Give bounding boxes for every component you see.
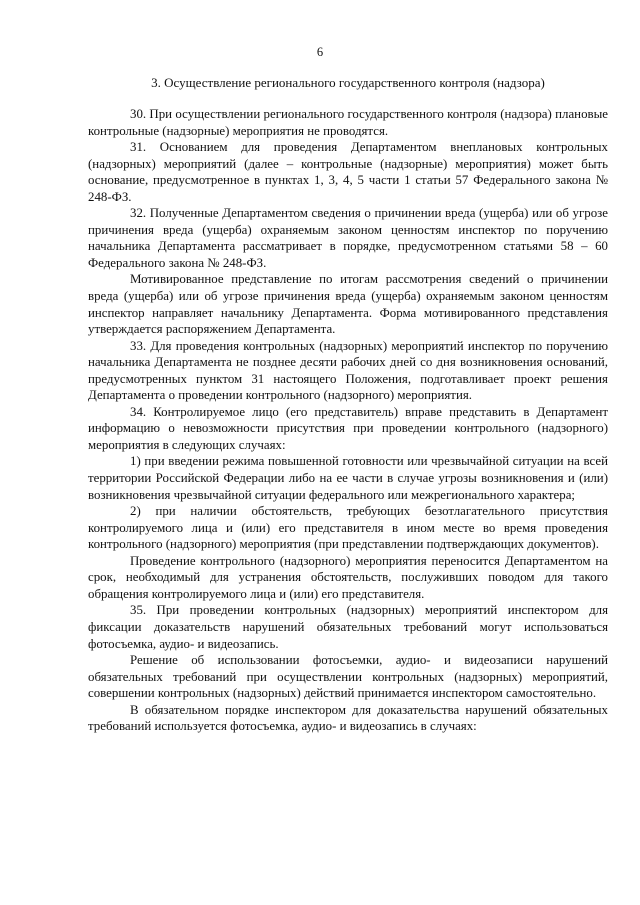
paragraph-postponement: Проведение контрольного (надзорного) мероприятия переносится Департаментом на срок, необходимый для устранения обстоятельств, послуживших поводом для такого обращения контролируемого лица и (или) его представителя. <box>88 553 608 601</box>
paragraph-35: 35. При проведении контрольных (надзорных) мероприятий инспектором для фиксации доказательств нарушений обязательных требований могут использоваться фотосъемка, аудио- и видеозапись. <box>88 603 608 651</box>
paragraph-34-item-1: 1) при введении режима повышенной готовности или чрезвычайной ситуации на всей территории Российской Федерации либо на ее части в случае угрозы возникновения и (или) возникновения чрезвычайной ситуации федерального или межрегионального характера; <box>88 454 608 502</box>
page-number: 6 <box>316 45 324 59</box>
paragraph-32: 32. Полученные Департаментом сведения о причинении вреда (ущерба) или об угрозе причинения вреда (ущерба) охраняемым законом ценностям инспектор по поручению начальника Департамента рассматривает в порядке, предусмотренном статьями 58 – 60 Федерального закона № 248-ФЗ. <box>88 206 608 270</box>
paragraph-mandatory-recording: В обязательном порядке инспектором для доказательства нарушений обязательных требований используется фотосъемка, аудио- и видеозапись в случаях: <box>88 702 608 734</box>
paragraph-34: 34. Контролируемое лицо (его представитель) вправе представить в Департамент информацию о невозможности присутствия при проведении контрольного (надзорного) мероприятия в следующих случаях: <box>88 404 608 452</box>
paragraph-recording-decision: Решение об использовании фотосъемки, аудио- и видеозаписи нарушений обязательных требований при осуществлении контрольных (надзорных) мероприятий, совершении контрольных (надзорных) действий принимается инспектором самостоятельно. <box>88 653 608 701</box>
paragraph-33: 33. Для проведения контрольных (надзорных) мероприятий инспектор по поручению начальника Департамента не позднее десяти рабочих дней со дня возникновения оснований, предусмотренных пунктом 31 настоящего Положения, подготавливает проект решения Департамента о проведении контрольного (надзорного) мероприятия. <box>88 338 608 403</box>
body-text <box>88 106 608 735</box>
section-heading: 3. Осуществление регионального государственного контроля (надзора) <box>151 75 545 90</box>
paragraph-30: 30. При осуществлении регионального государственного контроля (надзора) плановые контрольные (надзорные) мероприятия не проводятся. <box>88 107 608 138</box>
paragraph-31: 31. Основанием для проведения Департаментом внеплановых контрольных (надзорных) мероприятий (далее – контрольные (надзорные) мероприятия) может быть основание, предусмотренное в пунктах 1, 3, 4, 5 части 1 статьи 57 Федерального закона № 248-ФЗ. <box>88 140 608 204</box>
paragraph-motivated-submission: Мотивированное представление по итогам рассмотрения сведений о причинении вреда (ущерба) или об угрозе причинения вреда (ущерба) охраняемым законом ценностям инспектор направляет начальнику Департамента. Форма мотивированного представления утверждается распоряжением Департамента. <box>88 272 608 337</box>
paragraph-34-item-2: 2) при наличии обстоятельств, требующих безотлагательного присутствия контролируемого лица и (или) его представителя в ином месте во время проведения контрольного (надзорного) мероприятия (при представлении подтверждающих документов). <box>88 504 608 552</box>
